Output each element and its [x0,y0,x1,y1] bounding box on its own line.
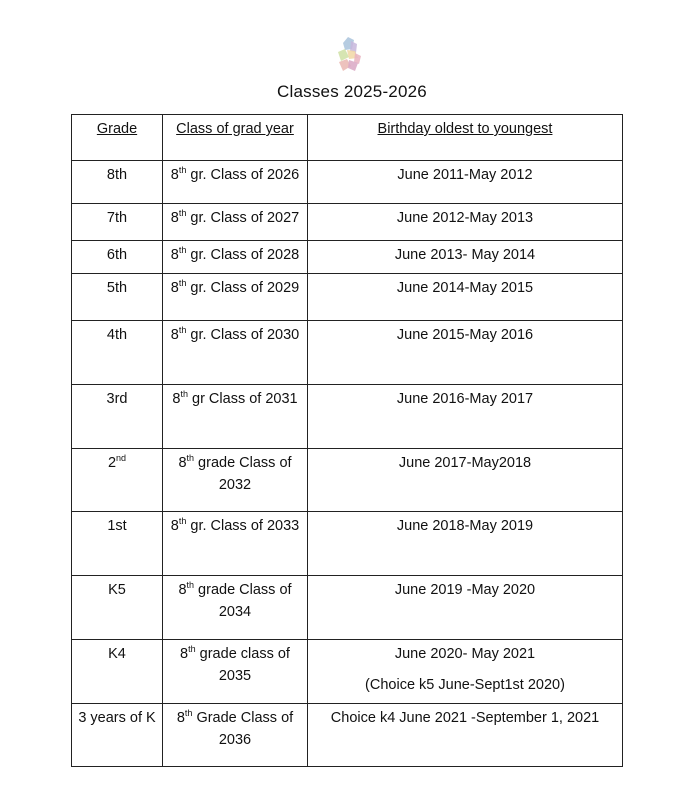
birthday-cell: June 2013- May 2014 [308,241,623,274]
table-row [72,204,623,241]
grade-cell: 4th [72,321,163,385]
grade-cell: 3 years of K [72,704,163,767]
table-row [72,241,623,274]
grade-cell: 5th [72,274,163,321]
grade-cell: 7th [72,204,163,241]
table-row [72,640,623,704]
birthday-note: (Choice k5 June-Sept1st 2020) [365,677,565,693]
page-title: Classes 2025-2026 [277,82,427,101]
classes-table [71,114,623,767]
grad-year-cell: 8th gr. Class of 2026 [163,161,308,204]
table-row [72,576,623,640]
grad-year-cell: 8th grade Class of 2034 [163,576,308,640]
grad-year-cell: 8th gr. Class of 2028 [163,241,308,274]
table-row [72,704,623,767]
grad-year-cell: 8th Grade Class of 2036 [163,704,308,767]
grad-year-cell: 8th gr Class of 2031 [163,385,308,449]
grad-year-cell: 8th gr. Class of 2030 [163,321,308,385]
grade-cell: K5 [72,576,163,640]
table-row [72,274,623,321]
grade-cell: 2nd [72,449,163,512]
birthday-cell: June 2015-May 2016 [308,321,623,385]
grad-year-cell: 8th grade Class of 2032 [163,449,308,512]
birthday-cell: June 2012-May 2013 [308,204,623,241]
header-row [72,115,623,161]
grade-cell: 1st [72,512,163,576]
grade-cell: 6th [72,241,163,274]
table-row [72,161,623,204]
grad-year-cell: 8th gr. Class of 2027 [163,204,308,241]
birthday-cell: Choice k4 June 2021 -September 1, 2021 [308,704,623,767]
birthday-cell: June 2019 -May 2020 [308,576,623,640]
birthday-cell: June 2020- May 2021 (Choice k5 June-Sept1st 2020) [308,640,623,704]
table-row [72,512,623,576]
table-row [72,449,623,512]
grade-cell: 8th [72,161,163,204]
stacked-crystal-logo-icon [333,35,365,75]
grad-year-cell: 8th grade class of 2035 [163,640,308,704]
birthday-column-header: Birthday oldest to youngest [308,115,623,161]
grade-column-header: Grade [72,115,163,161]
birthday-cell: June 2011-May 2012 [308,161,623,204]
grad-year-column-header: Class of grad year [163,115,308,161]
birthday-cell: June 2016-May 2017 [308,385,623,449]
grad-year-cell: 8th gr. Class of 2033 [163,512,308,576]
table-row [72,321,623,385]
birthday-cell: June 2017-May2018 [308,449,623,512]
grade-cell: K4 [72,640,163,704]
birthday-cell: June 2018-May 2019 [308,512,623,576]
grad-year-cell: 8th gr. Class of 2029 [163,274,308,321]
grade-cell: 3rd [72,385,163,449]
table-row [72,385,623,449]
birthday-cell: June 2014-May 2015 [308,274,623,321]
